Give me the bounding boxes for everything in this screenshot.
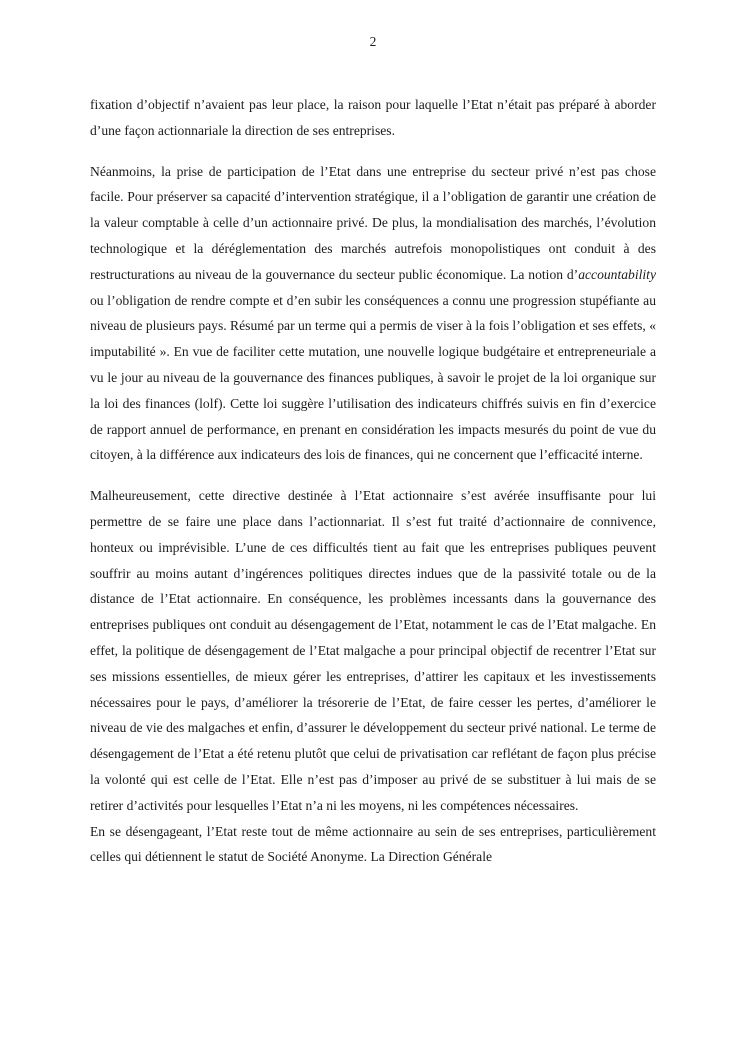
paragraph-2-text-before-italic: Néanmoins, la prise de participation de l’Etat dans une entreprise du secteur privé n’est pas chose facile. Pour préserver sa capacité d’intervention stratégique, il a l’obligation de garantir une création de la valeur comptable à celle d’un actionnaire privé. De plus, la mondialisation des marchés, l’évolution technologique et la déréglementation des marchés autrefois monopolistiques ont conduit à des restructurations au niveau de la gouvernance du secteur public économique. La notion d’ — [90, 163, 656, 282]
paragraph-2 — [90, 159, 656, 469]
page-content — [90, 92, 656, 870]
paragraph-1: fixation d’objectif n’avaient pas leur place, la raison pour laquelle l’Etat n’était pas préparé à aborder d’une façon actionnariale la direction de ses entreprises. — [90, 97, 656, 138]
paragraph-2-italic-term: accountability — [578, 266, 656, 282]
page-number: 2 — [369, 34, 377, 49]
paragraph-4: En se désengageant, l’Etat reste tout de même actionnaire au sein de ses entreprises, particulièrement celles qui détiennent le statut de Société Anonyme. La Direction Générale — [90, 823, 656, 865]
paragraph-3: Malheureusement, cette directive destinée à l’Etat actionnaire s’est avérée insuffisante pour lui permettre de se faire une place dans l’actionnariat. Il s’est fut traité d’actionnaire de connivence, honteux ou imprévisible. L’une de ces difficultés tient au fait que les entreprises publiques peuvent souffrir au moins autant d’ingérences politiques directes indues que de la passivité totale ou de la distance de l’Etat actionnaire. En conséquence, les problèmes incessants dans la gouvernance des entreprises publiques ont conduit au désengagement de l’Etat, notamment le cas de l’Etat malgache. En effet, la politique de désengagement de l’Etat malgache a pour principal objectif de recentrer l’Etat sur ses missions essentielles, de mieux gérer les entreprises, d’attirer les capitaux et les investissements nécessaires pour le pays, d’améliorer la trésorerie de l’Etat, de faire cesser les pertes, d’améliorer le niveau de vie des malgaches et enfin, d’assurer le développement du secteur privé national. Le terme de désengagement de l’Etat a été retenu plutôt que celui de privatisation car reflétant de façon plus précise la volonté qui est celle de l’Etat. Elle n’est pas d’imposer au privé de se substituer à lui mais de se retirer d’activités pour lesquelles l’Etat n’a ni les moyens, ni les compétences nécessaires. — [90, 488, 656, 813]
paragraph-2-text-after-italic: ou l’obligation de rendre compte et d’en subir les conséquences a connu une progression stupéfiante au niveau de plusieurs pays. Résumé par un terme qui a permis de viser à la fois l’obligation et ses effets, « imputabilité ». En vue de faciliter cette mutation, une nouvelle logique budgétaire et entrepreneuriale a vu le jour au niveau de la gouvernance des finances publiques, à savoir le projet de la loi organique sur la loi des finances (lolf). Cette loi suggère l’utilisation des indicateurs chiffrés suivis en fin d’exercice de rapport annuel de performance, en prenant en considération les impacts mesurés du point de vue du citoyen, à la différence aux indicateurs des lois de finances, qui ne concernent que l’efficacité interne. — [90, 292, 657, 463]
